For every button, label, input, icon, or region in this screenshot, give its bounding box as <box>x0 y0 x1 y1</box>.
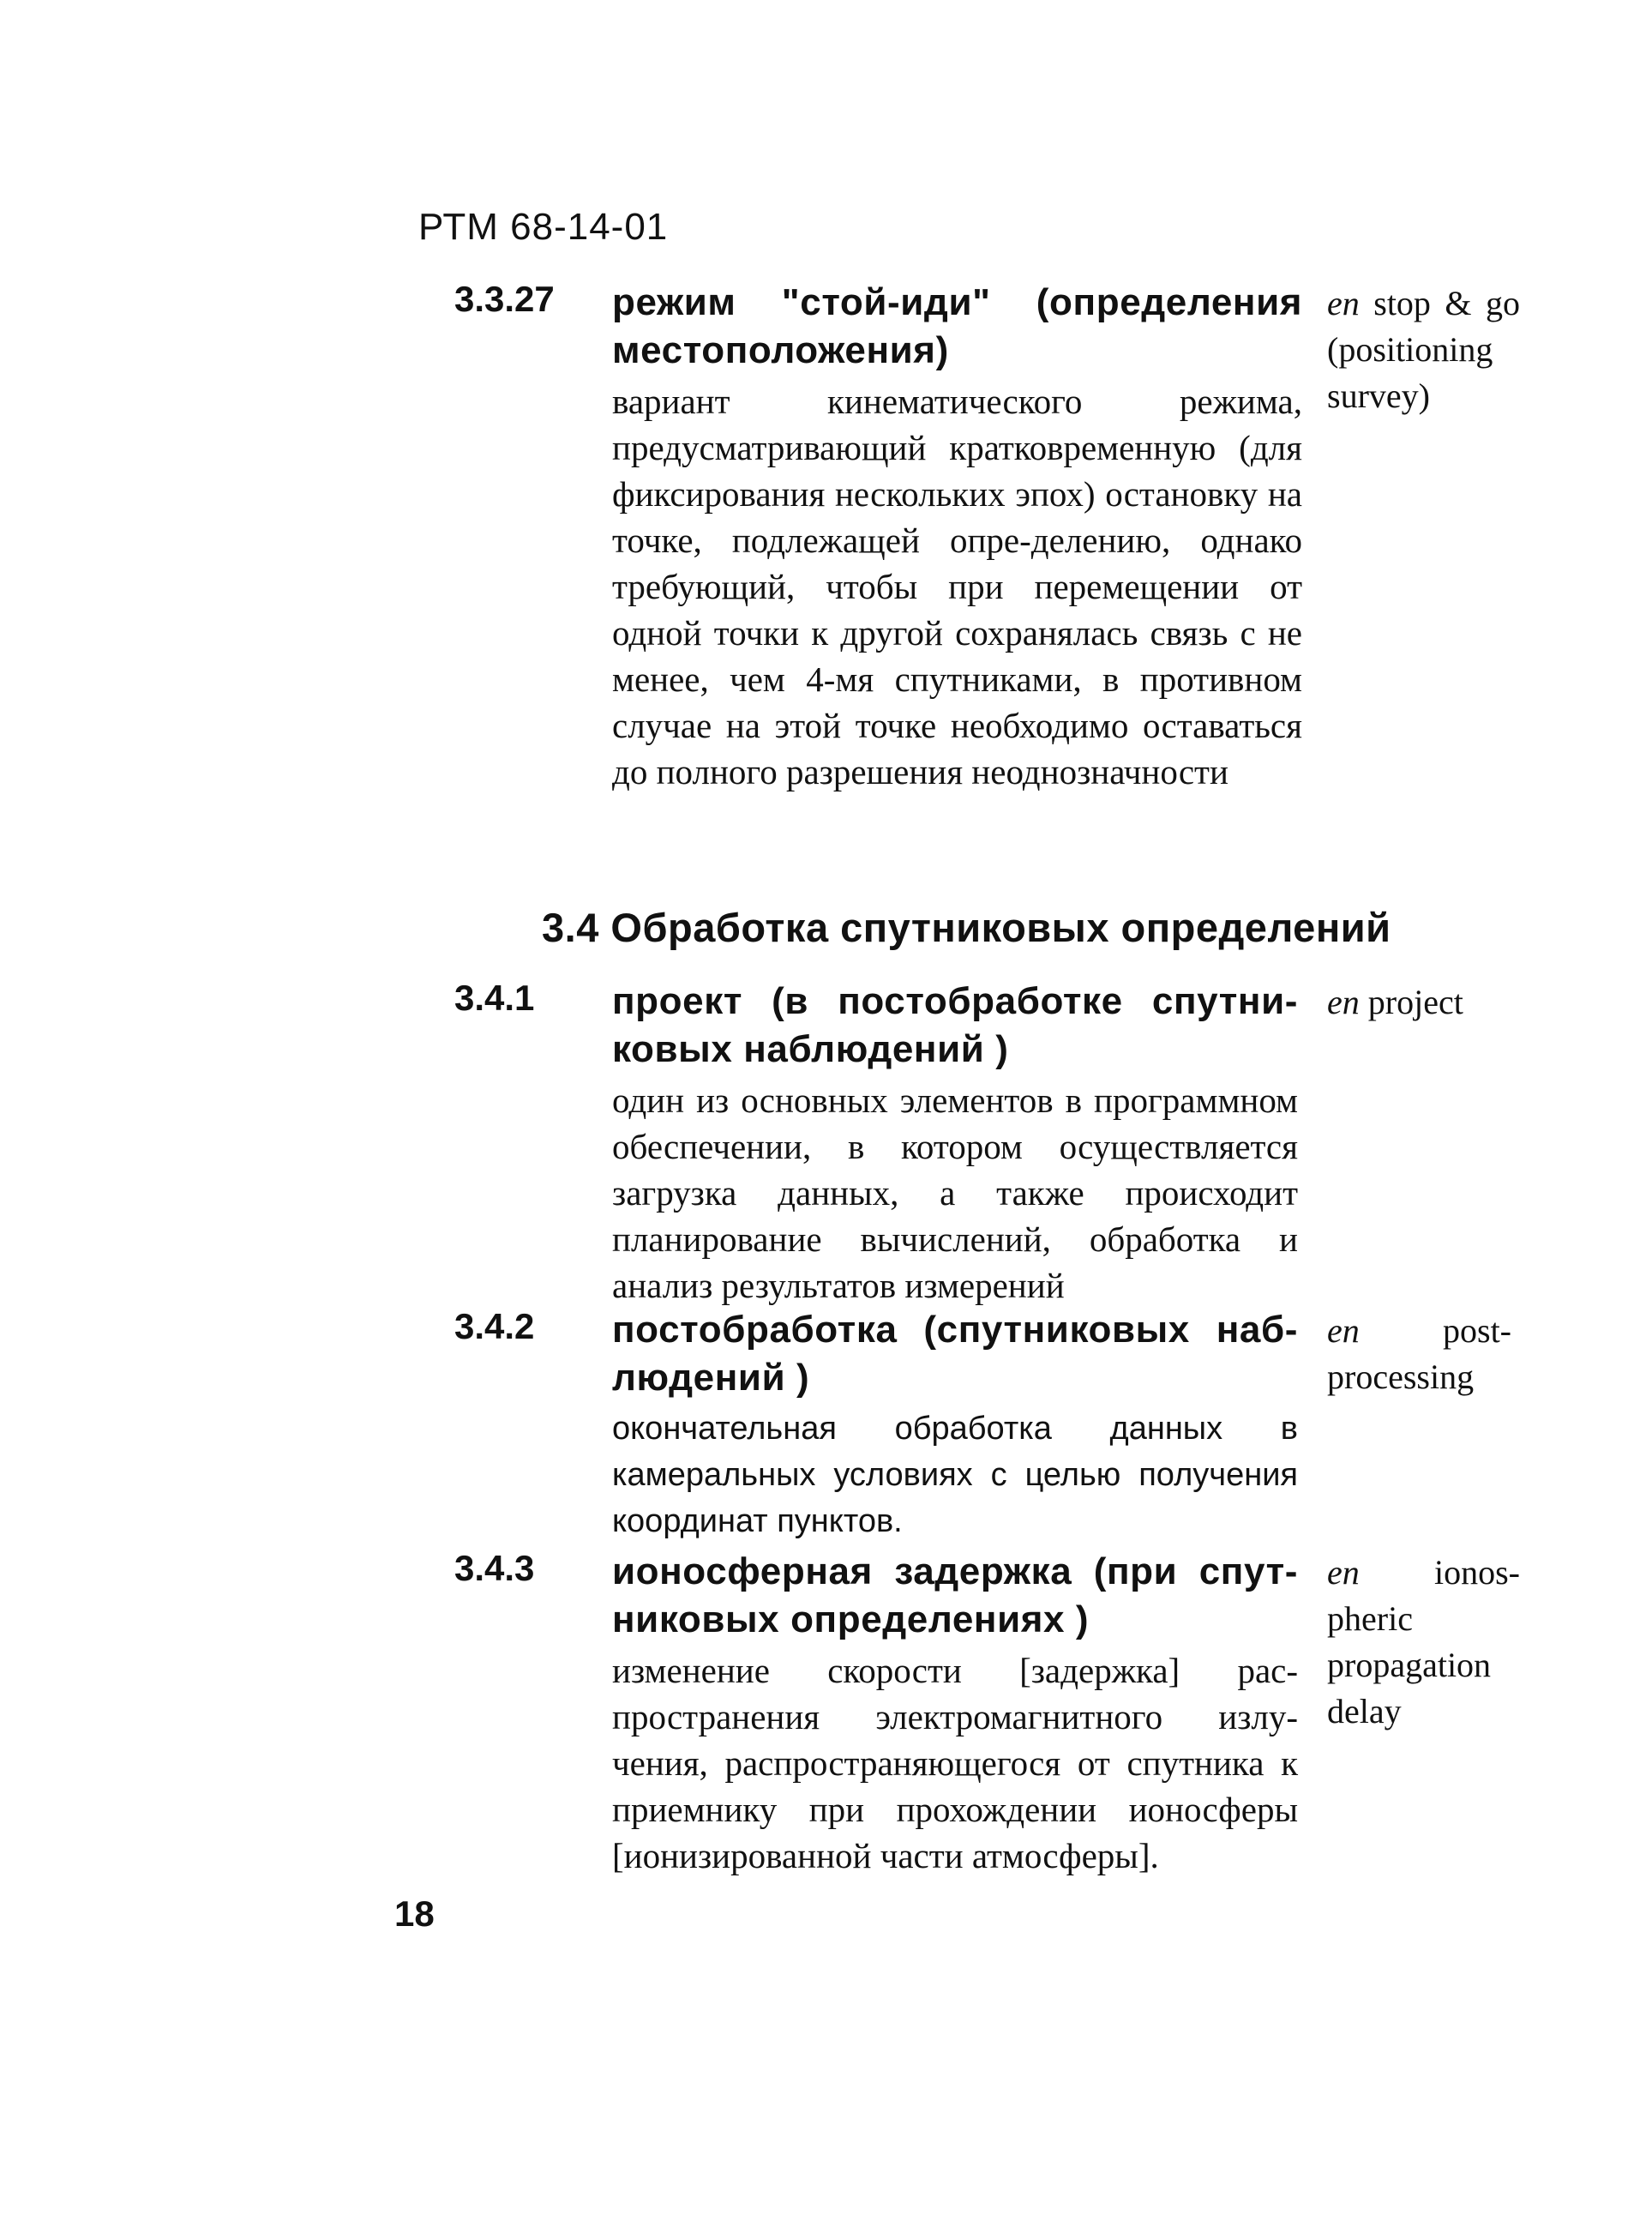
entry-english-equivalent <box>1327 1550 1520 1735</box>
entry-english-equivalent <box>1327 280 1520 419</box>
english-term: project <box>1367 983 1463 1021</box>
entry-term: режим "стой-иди" (определения местоположения) <box>612 281 1302 371</box>
entry-body <box>612 1548 1298 1879</box>
entry-english-equivalent <box>1327 1308 1511 1400</box>
entry-body <box>612 279 1302 795</box>
entry-english-equivalent <box>1327 979 1520 1026</box>
entry-term: проект (в постобработке спутни-ковых наблюдений ) <box>612 980 1298 1070</box>
entry-body <box>612 1306 1298 1544</box>
english-language-mark: en <box>1327 983 1360 1021</box>
document-code: РТМ 68-14-01 <box>418 206 669 248</box>
entry-number: 3.4.3 <box>454 1548 535 1588</box>
entry-term: постобработка (спутниковых наб-людений ) <box>612 1309 1298 1399</box>
english-language-mark: en <box>1327 1311 1360 1350</box>
english-term: ionos-pheric propagation delay <box>1327 1553 1520 1730</box>
entry-number: 3.4.2 <box>454 1306 535 1346</box>
entry-definition: один из основных элементов в программном обеспечении, в котором осуществляется загрузка данных, а также происходит планирование вычислений, обработка и анализ результатов измерений <box>612 1080 1298 1305</box>
english-term: stop & go (positioning survey) <box>1327 284 1521 415</box>
entry-definition: изменение скорости [задержка] рас-пространения электромагнитного излу-чения, распространяющегося от спутника к приемнику при прохождении ионосферы [ионизированной части атмосферы]. <box>612 1651 1298 1875</box>
section-heading: 3.4 Обработка спутниковых определений <box>542 905 1391 950</box>
entry-number: 3.3.27 <box>454 279 555 319</box>
entry-number: 3.4.1 <box>454 978 535 1018</box>
entry-term: ионосферная задержка (при спут-никовых определениях ) <box>612 1550 1298 1640</box>
english-language-mark: en <box>1327 284 1360 322</box>
entry-definition: вариант кинематического режима, предусматривающий кратковременную (для фиксирования нескольких эпох) остановку на точке, подлежащей опре-делению, однако требующий, чтобы при перемещении от одной точки к другой сохранялась связь с не менее, чем 4-мя спутниками, в противном случае на этой точке необходимо оставаться до полного разрешения неоднозначности <box>612 382 1302 792</box>
entry-definition: окончательная обработка данных в камеральных условиях с целью получения координат пунктов. <box>612 1411 1298 1539</box>
page-number: 18 <box>394 1893 435 1934</box>
english-term: post-processing <box>1327 1311 1511 1396</box>
english-language-mark: en <box>1327 1553 1360 1592</box>
entry-body <box>612 978 1298 1309</box>
